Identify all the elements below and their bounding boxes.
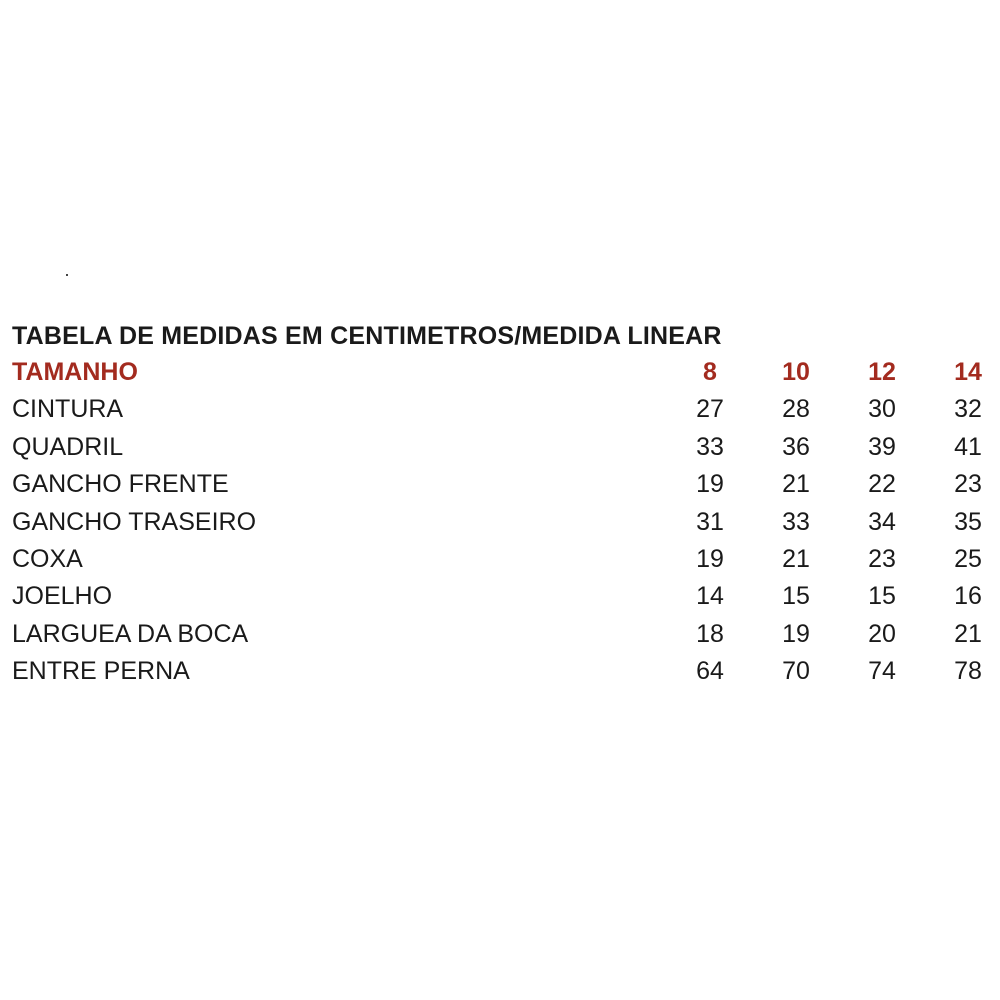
row-label: GANCHO TRASEIRO bbox=[12, 507, 257, 536]
table-row bbox=[12, 653, 996, 690]
table-row bbox=[12, 616, 996, 653]
cell-value: 34 bbox=[868, 507, 896, 536]
cell-value: 35 bbox=[954, 507, 982, 536]
cell-value: 32 bbox=[954, 395, 982, 424]
table-row bbox=[12, 541, 996, 578]
stray-mark bbox=[66, 274, 68, 276]
cell-value: 23 bbox=[868, 544, 896, 573]
table-row bbox=[12, 504, 996, 541]
cell-value: 25 bbox=[954, 544, 982, 573]
cell-value: 19 bbox=[696, 544, 724, 573]
size-header-label: TAMANHO bbox=[12, 358, 138, 386]
cell-value: 28 bbox=[782, 395, 810, 424]
cell-value: 19 bbox=[782, 619, 810, 648]
size-12: 12 bbox=[868, 358, 896, 386]
size-10: 10 bbox=[782, 358, 810, 386]
table-row bbox=[12, 578, 996, 615]
table-row bbox=[12, 391, 996, 428]
row-label: LARGUEA DA BOCA bbox=[12, 619, 249, 648]
row-label: QUADRIL bbox=[12, 432, 124, 461]
cell-value: 64 bbox=[696, 657, 724, 686]
measurement-table bbox=[12, 318, 996, 691]
cell-value: 16 bbox=[954, 582, 982, 611]
row-label: JOELHO bbox=[12, 582, 113, 611]
cell-value: 15 bbox=[868, 582, 896, 611]
cell-value: 27 bbox=[696, 395, 724, 424]
cell-value: 14 bbox=[696, 582, 724, 611]
cell-value: 21 bbox=[954, 619, 982, 648]
cell-value: 21 bbox=[782, 544, 810, 573]
table-row bbox=[12, 429, 996, 466]
row-label: ENTRE PERNA bbox=[12, 657, 190, 686]
cell-value: 15 bbox=[782, 582, 810, 611]
cell-value: 39 bbox=[868, 432, 896, 461]
cell-value: 21 bbox=[782, 470, 810, 499]
cell-value: 22 bbox=[868, 470, 896, 499]
cell-value: 70 bbox=[782, 657, 810, 686]
cell-value: 33 bbox=[696, 432, 724, 461]
table-title: TABELA DE MEDIDAS EM CENTIMETROS/MEDIDA LINEAR bbox=[12, 322, 722, 350]
row-label: GANCHO FRENTE bbox=[12, 470, 229, 499]
size-14: 14 bbox=[954, 358, 982, 386]
cell-value: 36 bbox=[782, 432, 810, 461]
size-8: 8 bbox=[703, 358, 717, 386]
cell-value: 23 bbox=[954, 470, 982, 499]
cell-value: 33 bbox=[782, 507, 810, 536]
cell-value: 74 bbox=[868, 657, 896, 686]
cell-value: 19 bbox=[696, 470, 724, 499]
table-header-row bbox=[12, 354, 996, 391]
row-label: COXA bbox=[12, 544, 83, 573]
cell-value: 30 bbox=[868, 395, 896, 424]
cell-value: 18 bbox=[696, 619, 724, 648]
cell-value: 20 bbox=[868, 619, 896, 648]
table-row bbox=[12, 466, 996, 503]
cell-value: 78 bbox=[954, 657, 982, 686]
cell-value: 31 bbox=[696, 507, 724, 536]
cell-value: 41 bbox=[954, 432, 982, 461]
row-label: CINTURA bbox=[12, 395, 124, 424]
